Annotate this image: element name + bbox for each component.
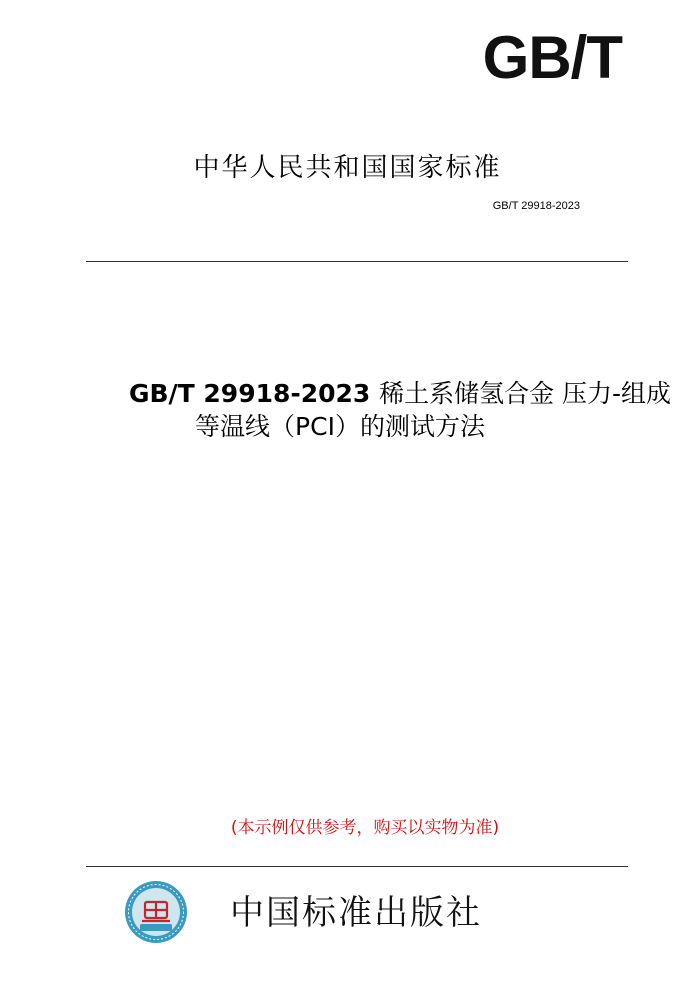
publisher-seal-icon bbox=[124, 880, 188, 944]
sample-notice-text: (本示例仅供参考，购买以实物为准) bbox=[230, 818, 500, 838]
title-line-2: 等温线（PCI）的测试方法 bbox=[195, 412, 485, 441]
seal-banner bbox=[140, 924, 172, 931]
title-code: GB/T 29918-2023 bbox=[128, 379, 371, 408]
standard-type-text: 中华人民共和国国家标准 bbox=[193, 153, 502, 183]
document-title bbox=[40, 377, 700, 443]
top-divider bbox=[86, 261, 628, 262]
title-line-1 bbox=[40, 377, 700, 410]
standard-code: GB/T 29918-2023 bbox=[492, 200, 580, 212]
sample-notice bbox=[0, 818, 700, 838]
gbt-logo: GB/T bbox=[482, 24, 622, 91]
bottom-divider bbox=[86, 866, 628, 867]
title-line-1-text: 稀土系储氢合金 压力-组成 bbox=[379, 379, 672, 408]
publisher-name: 中国标准出版社 bbox=[230, 893, 482, 933]
standard-type-heading bbox=[0, 153, 700, 184]
